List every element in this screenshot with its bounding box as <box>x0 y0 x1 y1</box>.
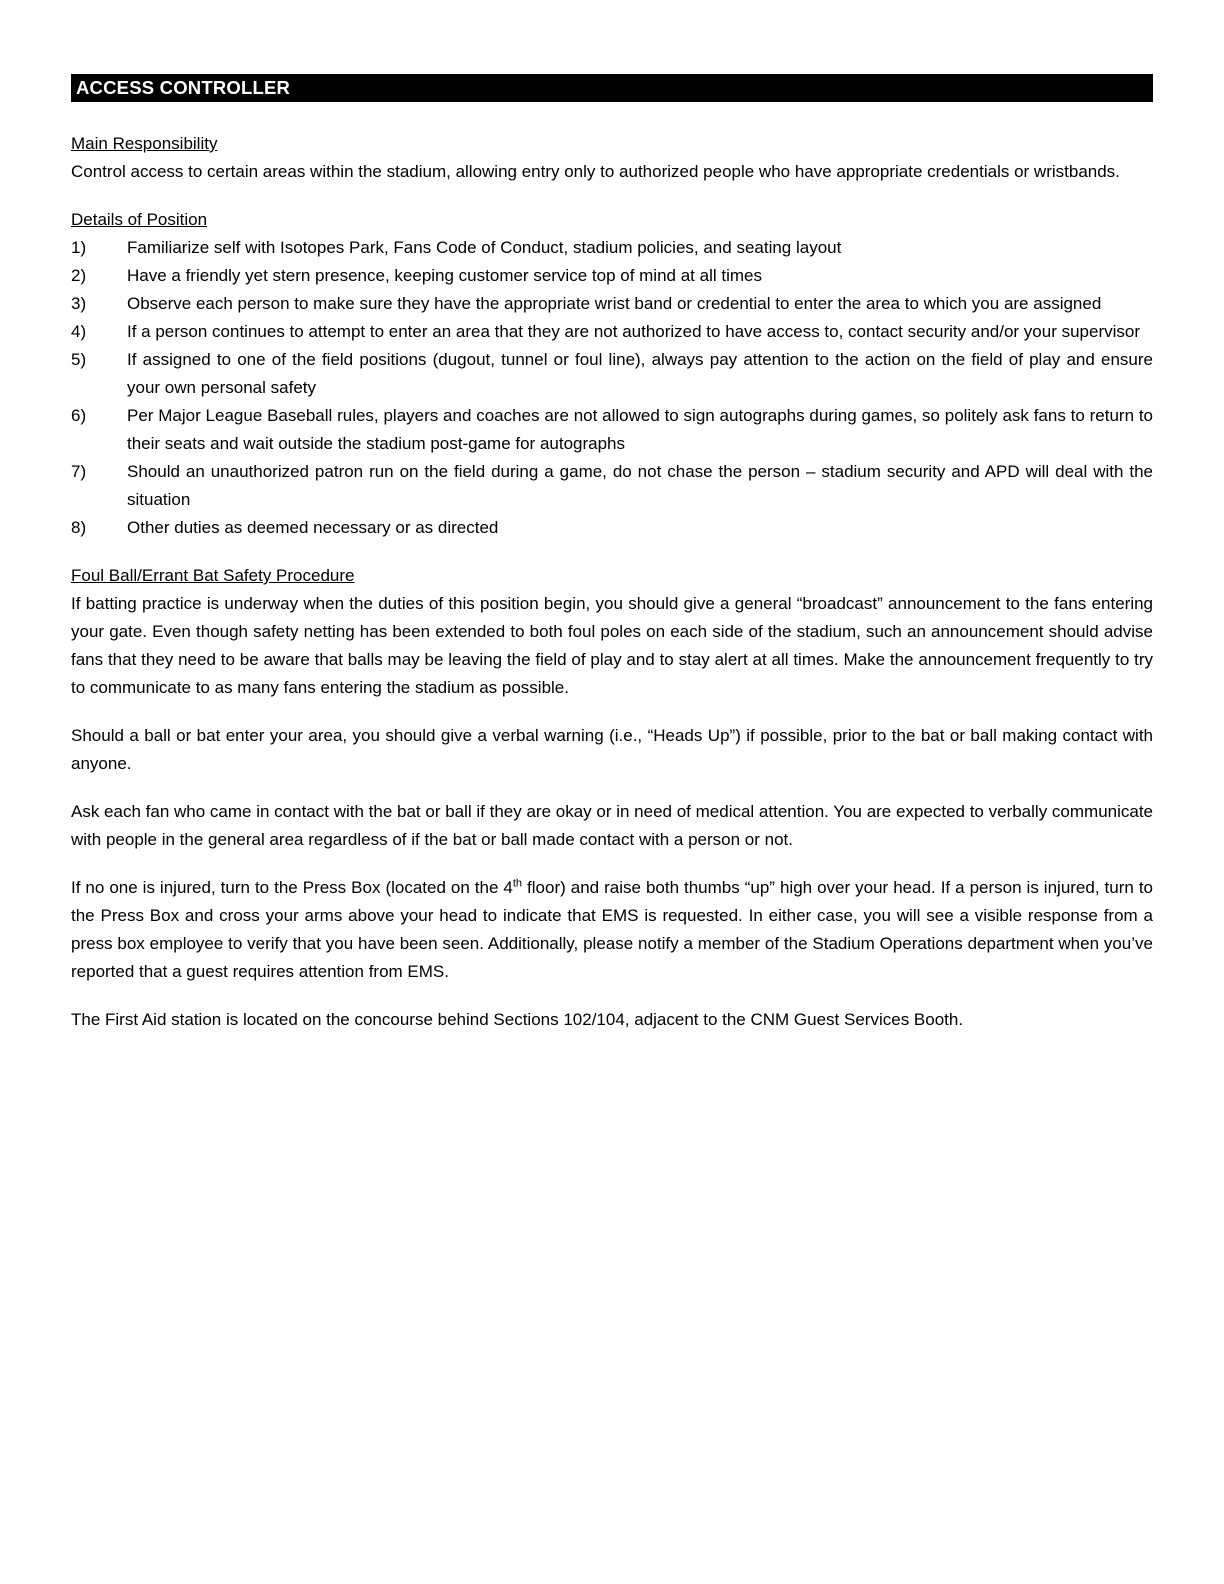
list-item <box>71 262 1153 290</box>
list-item-number: 1) <box>71 238 87 257</box>
list-item-number: 4) <box>71 322 87 341</box>
details-of-position-list <box>71 234 1153 542</box>
list-item <box>71 514 1153 542</box>
list-item-number: 5) <box>71 350 87 369</box>
list-item-text: Per Major League Baseball rules, players and coaches are not allowed to sign autographs during games, so politely ask fans to return to their seats and wait outside the stadium post-game for autographs <box>127 406 1153 453</box>
list-item-number: 2) <box>71 266 87 285</box>
list-item-text: Should an unauthorized patron run on the field during a game, do not chase the person – stadium security and APD will deal with the situation <box>127 462 1153 509</box>
main-responsibility-heading: Main Responsibility <box>71 134 218 153</box>
list-item-text: Have a friendly yet stern presence, keeping customer service top of mind at all times <box>127 266 762 285</box>
foul-ball-safety-heading: Foul Ball/Errant Bat Safety Procedure <box>71 566 355 585</box>
list-item-text: If a person continues to attempt to enter an area that they are not authorized to have access to, contact security and/or your supervisor <box>127 322 1141 341</box>
foul-ball-paragraph-2: Should a ball or bat enter your area, you should give a verbal warning (i.e., “Heads Up”) if possible, prior to the bat or ball making contact with anyone. <box>71 726 1153 773</box>
page-title: ACCESS CONTROLLER <box>76 77 291 98</box>
list-item-number: 6) <box>71 406 87 425</box>
ordinal-superscript: th <box>512 877 523 890</box>
list-item-number: 7) <box>71 462 87 481</box>
list-item-text: Familiarize self with Isotopes Park, Fans Code of Conduct, stadium policies, and seating layout <box>127 238 842 257</box>
list-item <box>71 290 1153 318</box>
section-header-bar <box>71 74 1153 102</box>
list-item-number: 3) <box>71 294 87 313</box>
foul-ball-paragraph-3: Ask each fan who came in contact with the bat or ball if they are okay or in need of medical attention. You are expected to verbally communicate with people in the general area regardless of if the bat or ball made contact with a person or not. <box>71 802 1154 849</box>
list-item <box>71 346 1153 402</box>
list-item-number: 8) <box>71 518 87 537</box>
details-of-position-heading: Details of Position <box>71 210 208 229</box>
foul-ball-paragraph-4 <box>71 874 1153 986</box>
paragraph-text: If no one is injured, turn to the Press Box (located on the 4 <box>71 878 513 897</box>
paragraph-text: floor) and raise both thumbs “up” high over your head. If a person is injured, turn to the Press Box and cross your arms above your head to indicate that EMS is requested. In either case, you will see a visible response from a press box employee to verify that you have been seen. Additionally, please notify a member of the Stadium Operations department when you’ve reported that a guest requires attention from EMS. <box>71 878 1153 981</box>
first-aid-paragraph: The First Aid station is located on the concourse behind Sections 102/104, adjacent to the CNM Guest Services Booth. <box>71 1010 964 1029</box>
list-item <box>71 234 1153 262</box>
list-item <box>71 458 1153 514</box>
list-item <box>71 318 1153 346</box>
foul-ball-paragraph-1: If batting practice is underway when the duties of this position begin, you should give a general “broadcast” announcement to the fans entering your gate. Even though safety netting has been extended to both foul poles on each side of the stadium, such an announcement should advise fans that they need to be aware that balls may be leaving the field of play and to stay alert at all times. Make the announcement frequently to try to communicate to as many fans entering the stadium as possible. <box>71 594 1153 697</box>
list-item-text: Observe each person to make sure they have the appropriate wrist band or credential to enter the area to which you are assigned <box>127 294 1102 313</box>
list-item-text: Other duties as deemed necessary or as directed <box>127 518 499 537</box>
list-item-text: If assigned to one of the field positions (dugout, tunnel or foul line), always pay attention to the action on the field of play and ensure your own personal safety <box>127 350 1153 397</box>
list-item <box>71 402 1153 458</box>
main-responsibility-paragraph: Control access to certain areas within the stadium, allowing entry only to authorized people who have appropriate credentials or wristbands. <box>71 162 1120 181</box>
